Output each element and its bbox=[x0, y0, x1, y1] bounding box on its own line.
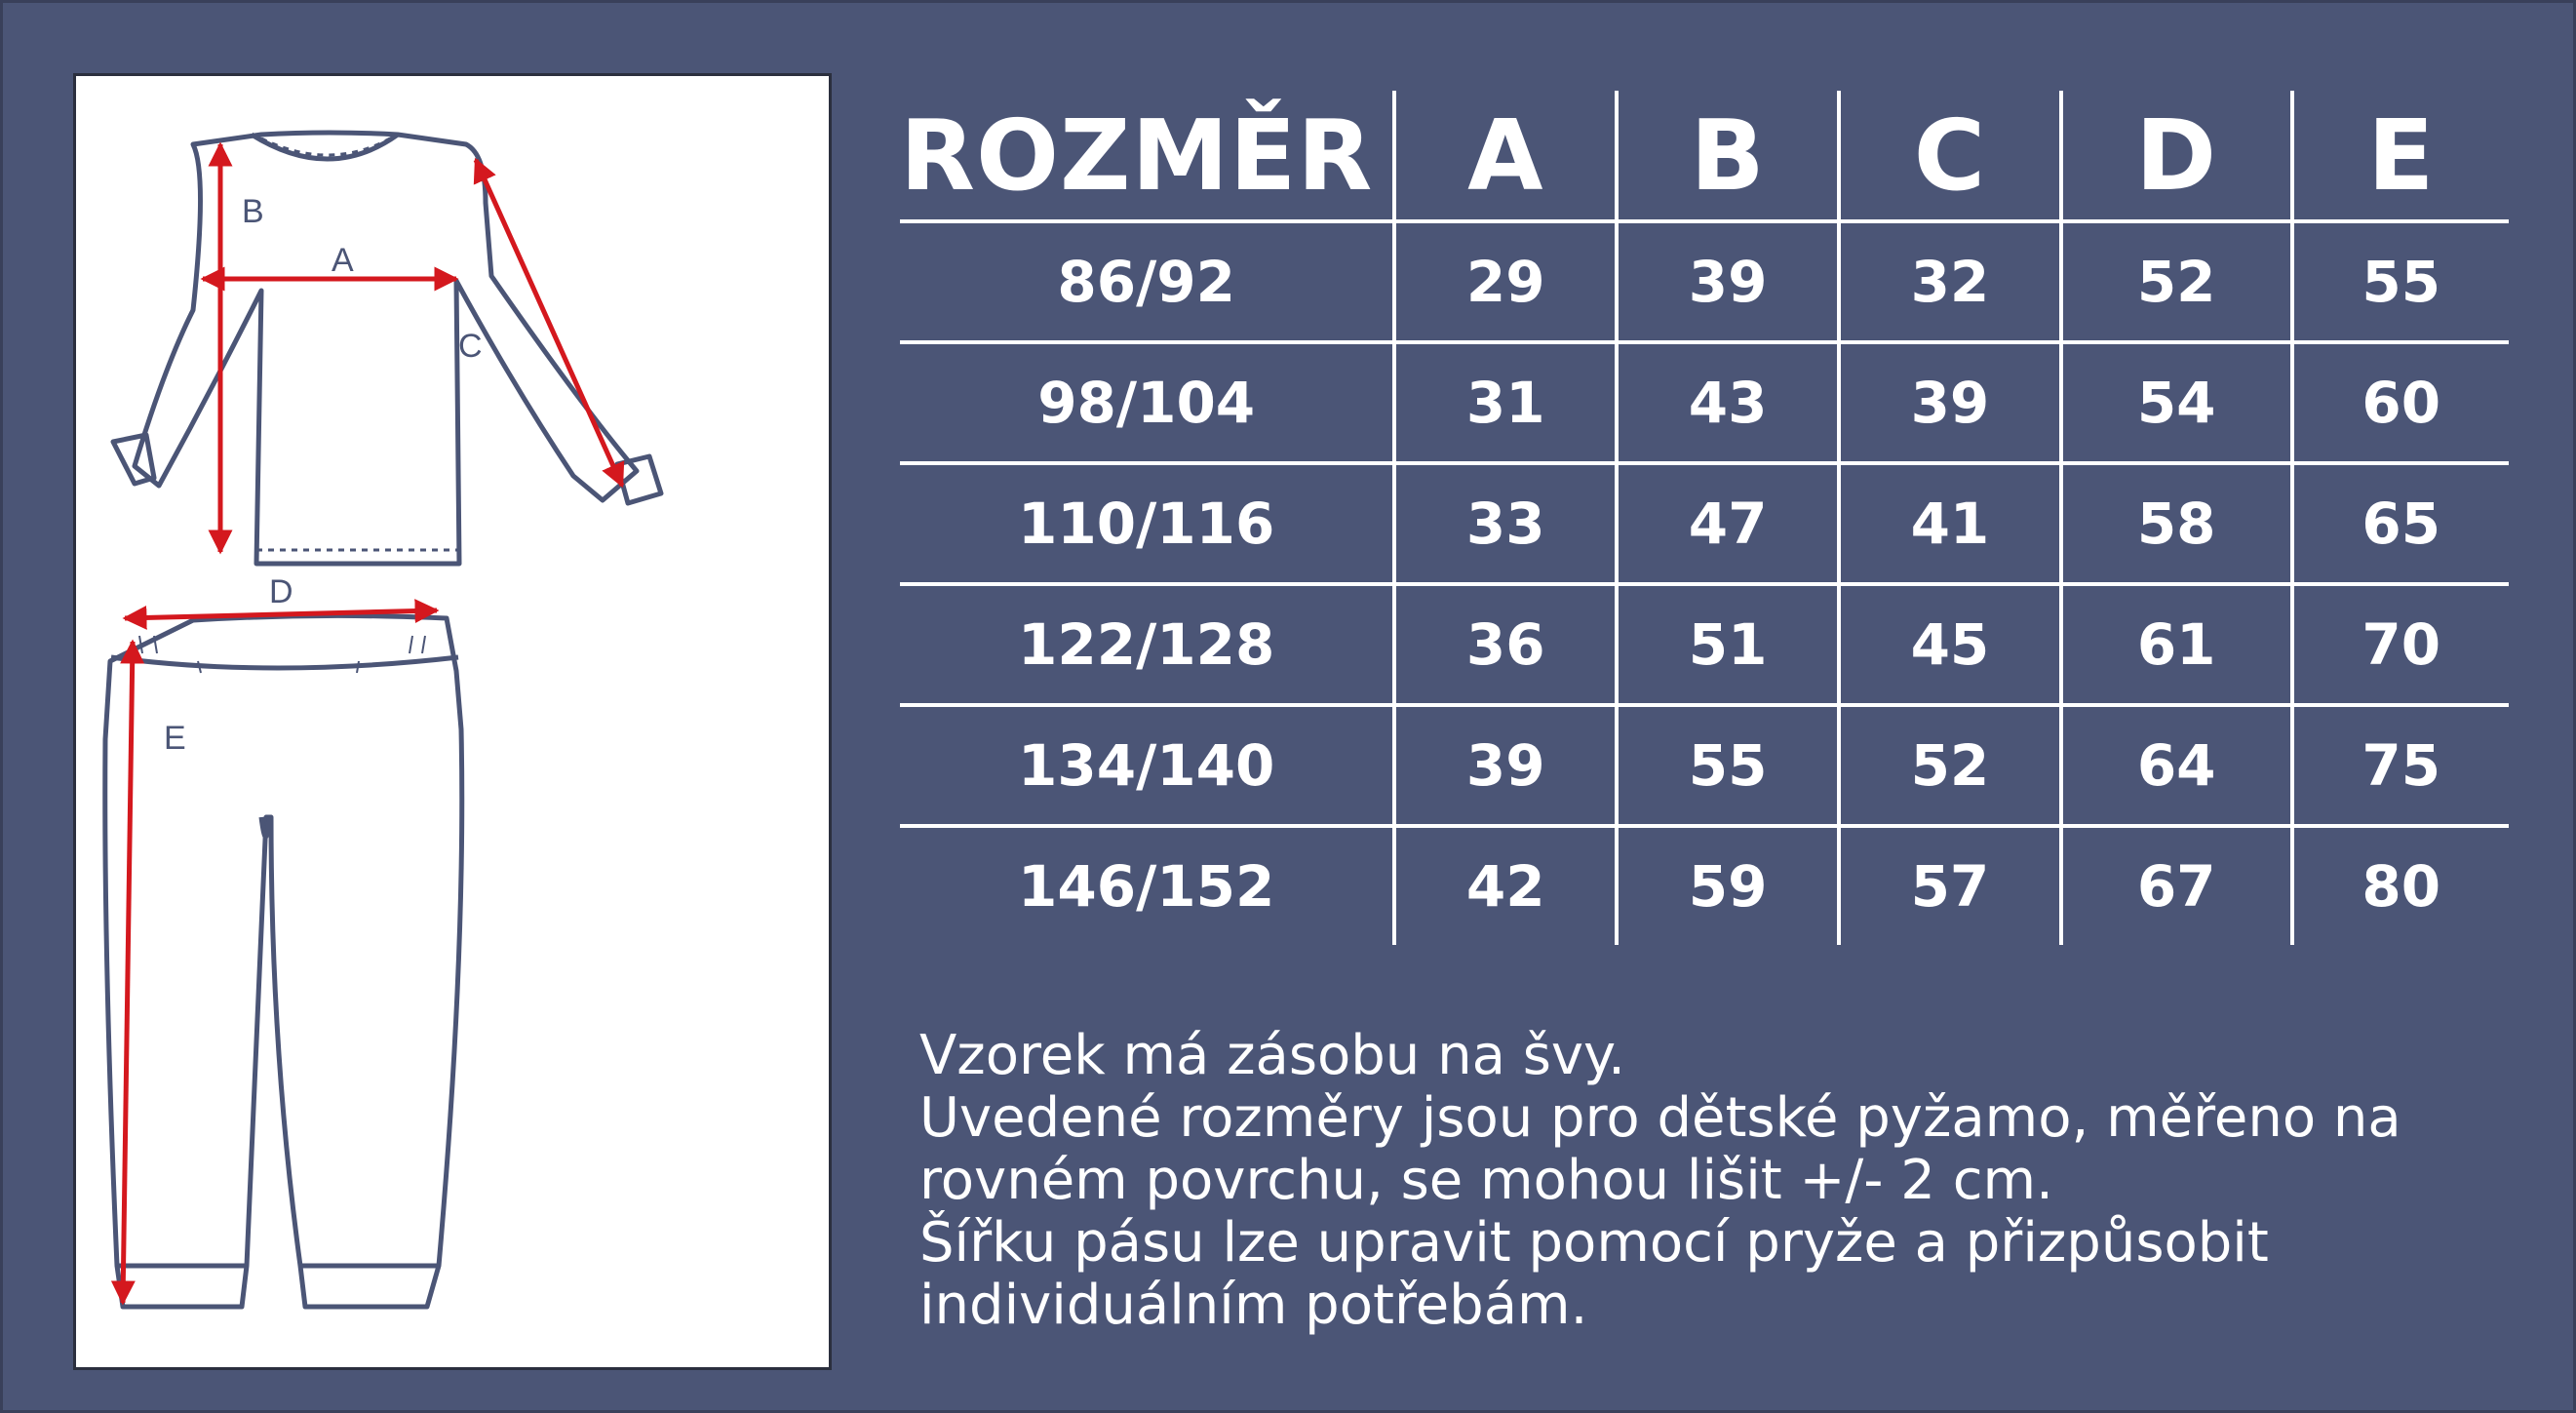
size-table bbox=[900, 91, 2509, 945]
value-cell: 29 bbox=[1394, 221, 1617, 342]
header-c: C bbox=[1839, 91, 2061, 221]
value-cell: 47 bbox=[1617, 463, 1839, 584]
trousers-outline bbox=[105, 615, 462, 1307]
header-d: D bbox=[2061, 91, 2292, 221]
value-cell: 32 bbox=[1839, 221, 2061, 342]
value-cell: 80 bbox=[2292, 826, 2509, 945]
shirt-outline bbox=[113, 133, 661, 564]
size-cell: 86/92 bbox=[900, 221, 1394, 342]
table-header-row bbox=[900, 91, 2509, 221]
size-cell: 134/140 bbox=[900, 705, 1394, 826]
value-cell: 39 bbox=[1394, 705, 1617, 826]
size-cell: 98/104 bbox=[900, 342, 1394, 463]
value-cell: 67 bbox=[2061, 826, 2292, 945]
value-cell: 39 bbox=[1617, 221, 1839, 342]
label-a: A bbox=[332, 242, 354, 279]
value-cell: 64 bbox=[2061, 705, 2292, 826]
size-cell: 146/152 bbox=[1018, 853, 1275, 920]
table-row bbox=[900, 584, 2509, 705]
value-cell: 52 bbox=[2061, 221, 2292, 342]
note-line: Šířku pásu lze upravit pomocí pryže a přizpůsobit bbox=[919, 1211, 2269, 1275]
header-e: E bbox=[2292, 91, 2509, 221]
note-line: Vzorek má zásobu na švy. bbox=[919, 1024, 1625, 1087]
table-row bbox=[900, 342, 2509, 463]
value-cell: 61 bbox=[2061, 584, 2292, 705]
table-row bbox=[900, 463, 2509, 584]
header-size: ROZMĚR bbox=[900, 91, 1394, 221]
table-row bbox=[900, 705, 2509, 826]
size-notes bbox=[919, 1025, 2528, 1337]
trousers-measurements bbox=[123, 610, 437, 1303]
value-cell: 59 bbox=[1617, 826, 1839, 945]
value-cell: 36 bbox=[1394, 584, 1617, 705]
value-cell: 41 bbox=[1839, 463, 2061, 584]
value-cell: 58 bbox=[2061, 463, 2292, 584]
table-row bbox=[900, 826, 2509, 945]
label-b: B bbox=[242, 193, 264, 230]
value-cell: 42 bbox=[1394, 826, 1617, 945]
label-d: D bbox=[269, 573, 293, 610]
size-cell: 122/128 bbox=[900, 584, 1394, 705]
value-cell: 54 bbox=[2061, 342, 2292, 463]
size-cell: 110/116 bbox=[900, 463, 1394, 584]
value-cell: 39 bbox=[1839, 342, 2061, 463]
note-line: individuálním potřebám. bbox=[919, 1274, 1588, 1337]
header-b: B bbox=[1617, 91, 1839, 221]
value-cell: 52 bbox=[1839, 705, 2061, 826]
value-cell: 33 bbox=[1394, 463, 1617, 584]
note-line: rovném povrchu, se mohou lišit +/- 2 cm. bbox=[919, 1149, 2053, 1212]
value-cell: 51 bbox=[1617, 584, 1839, 705]
value-cell: 43 bbox=[1617, 342, 1839, 463]
header-a: A bbox=[1394, 91, 1617, 221]
value-cell: 55 bbox=[2292, 221, 2509, 342]
value-cell: 75 bbox=[2292, 705, 2509, 826]
measure-e-arrow bbox=[123, 642, 133, 1303]
value-cell: 31 bbox=[1394, 342, 1617, 463]
garment-diagram-panel bbox=[73, 73, 832, 1370]
shirt-measurements bbox=[203, 144, 622, 552]
label-e: E bbox=[164, 720, 186, 757]
label-c: C bbox=[458, 328, 483, 365]
value-cell: 57 bbox=[1839, 826, 2061, 945]
table-row bbox=[900, 221, 2509, 342]
value-cell: 45 bbox=[1839, 584, 2061, 705]
value-cell: 70 bbox=[2292, 584, 2509, 705]
pajama-diagram bbox=[76, 76, 829, 1367]
value-cell: 55 bbox=[1617, 705, 1839, 826]
note-line: Uvedené rozměry jsou pro dětské pyžamo, měřeno na bbox=[919, 1086, 2401, 1150]
value-cell: 60 bbox=[2292, 342, 2509, 463]
value-cell: 65 bbox=[2292, 463, 2509, 584]
